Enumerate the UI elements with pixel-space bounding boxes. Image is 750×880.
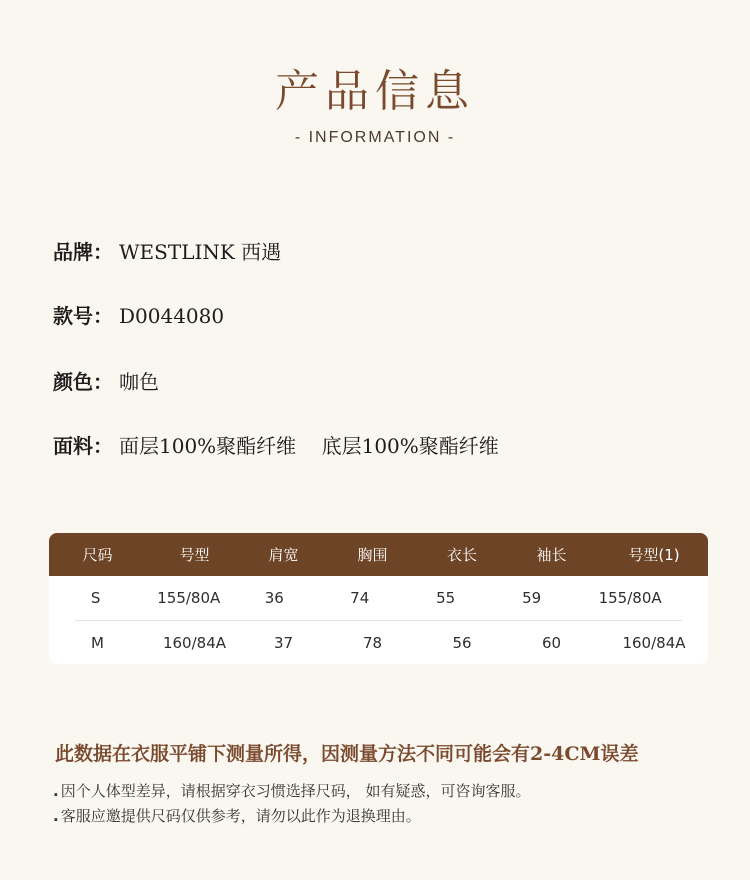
page-title: 产品信息 (275, 66, 475, 117)
table-cell: 74 (350, 589, 370, 607)
table-cell: 56 (452, 633, 472, 652)
table-cell: 55 (436, 589, 456, 607)
info-row-color (53, 368, 159, 396)
bullet-mark: . (53, 807, 59, 825)
table-cell: 160/84A (622, 633, 686, 652)
table-row (75, 576, 682, 621)
table-cell: 78 (362, 633, 383, 652)
size-table (49, 533, 708, 664)
header-cell-fit-1: 号型(1) (628, 546, 680, 564)
table-cell: 160/84A (162, 633, 227, 652)
table-cell: M (91, 633, 104, 652)
fabric-value: 面层100%聚酯纤维 底层100%聚酯纤维 (119, 434, 499, 458)
style-number-value: D0044080 (119, 304, 225, 328)
bullet-text: 客服应邀提供尺码仅供参考，请勿以此作为退换理由。 (60, 807, 421, 825)
info-row-fabric (53, 432, 499, 460)
bullet-text: 因个人体型差异，请根据穿衣习惯选择尺码， 如有疑惑，可咨询客服。 (60, 782, 531, 800)
table-cell: 59 (522, 589, 542, 607)
info-row-style-number (53, 302, 224, 330)
fabric-label: 面料： (53, 434, 113, 458)
brand-value: WESTLINK 西遇 (119, 240, 282, 264)
style-number-label: 款号： (53, 304, 113, 328)
header-cell-shoulder: 肩宽 (268, 546, 299, 564)
table-cell: 155/80A (157, 589, 221, 607)
list-item (53, 780, 530, 802)
header-cell-chest: 胸围 (357, 546, 388, 564)
list-item (53, 805, 421, 827)
info-row-brand (53, 238, 281, 266)
brand-label: 品牌： (53, 240, 113, 264)
header-cell-length: 衣长 (446, 546, 477, 564)
bullet-mark: . (53, 782, 59, 800)
color-label: 颜色： (53, 370, 113, 394)
table-cell: 60 (541, 633, 562, 652)
table-cell: 37 (273, 633, 294, 652)
table-cell: 155/80A (598, 589, 662, 607)
table-cell: S (90, 589, 101, 607)
size-table-header (49, 533, 708, 576)
color-value: 咖色 (119, 370, 159, 394)
header-cell-sleeve: 袖长 (536, 546, 567, 564)
page-subtitle: - INFORMATION - (294, 129, 456, 146)
header-cell-fit: 号型 (179, 546, 210, 564)
table-row (49, 621, 708, 664)
header-cell-size: 尺码 (82, 546, 113, 564)
measurement-note: 此数据在衣服平铺下测量所得，因测量方法不同可能会有2-4CM误差 (55, 743, 639, 765)
table-cell: 36 (264, 589, 284, 607)
